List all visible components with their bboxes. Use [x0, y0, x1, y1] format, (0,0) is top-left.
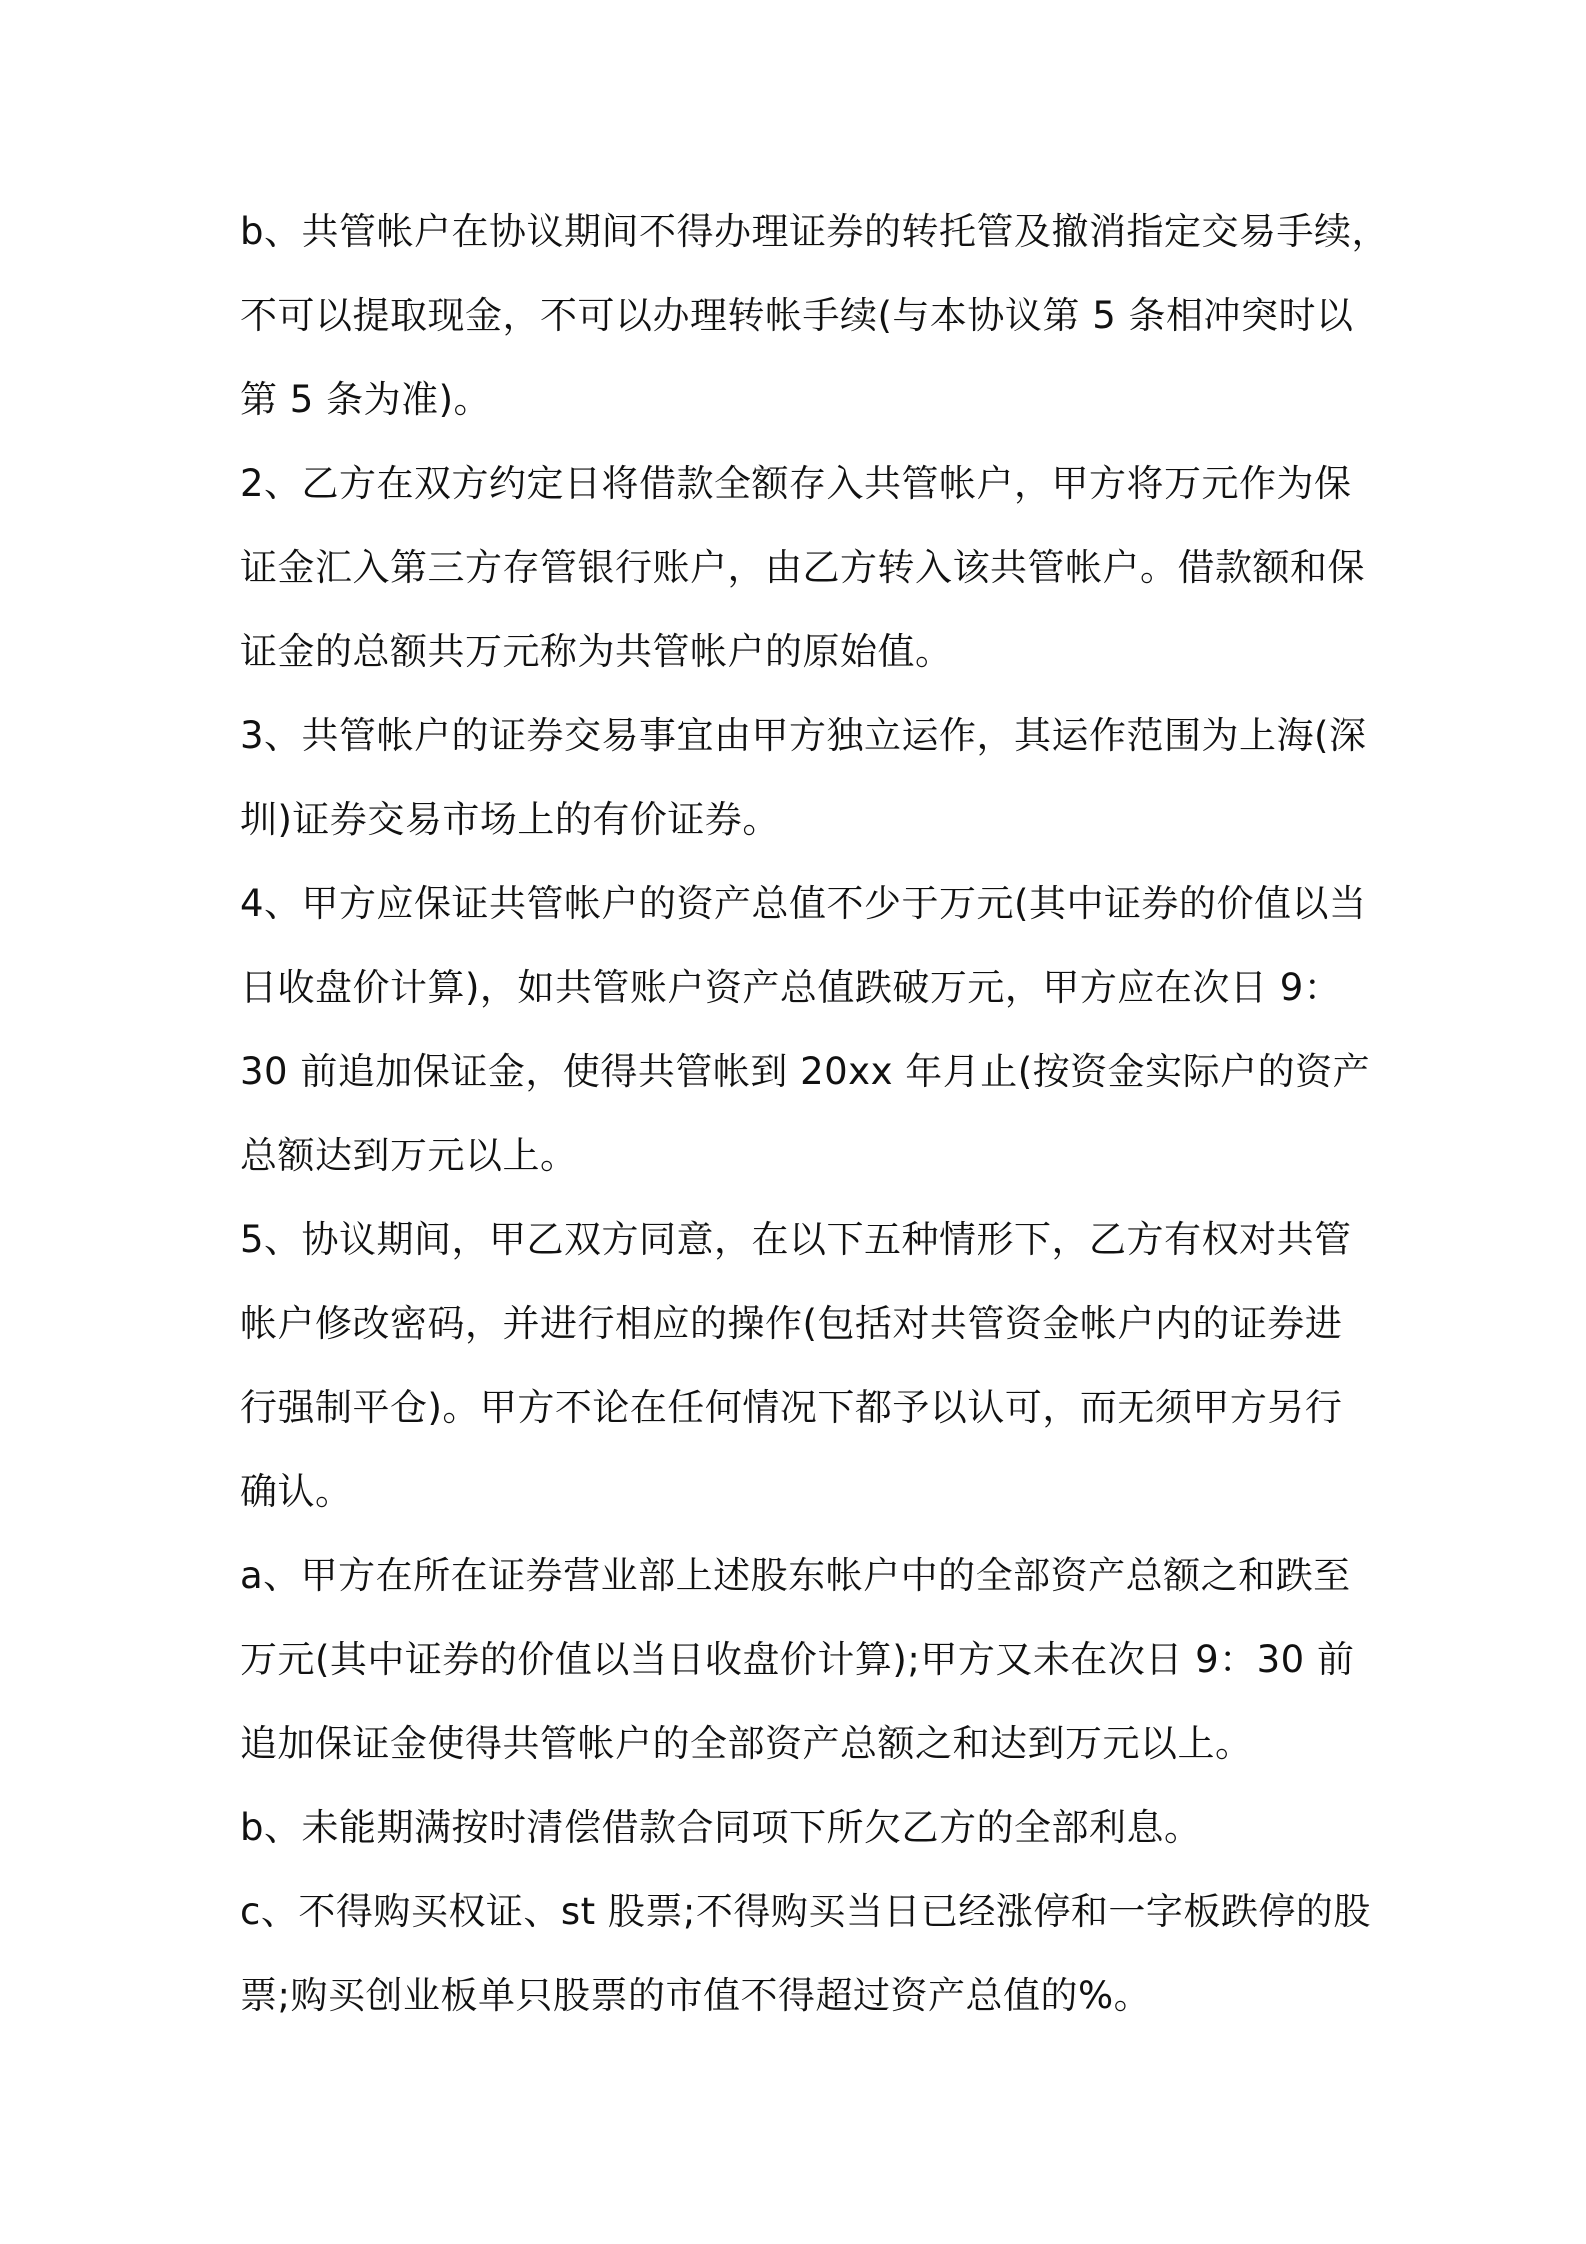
text-line: b、未能期满按时清偿借款合同项下所欠乙方的全部利息。 [240, 1806, 1202, 1849]
text-line: 证金汇入第三方存管银行账户，由乙方转入该共管帐户。借款额和保 [240, 546, 1365, 589]
text-line: 2、乙方在双方约定日将借款全额存入共管帐户，甲方将万元作为保 [240, 462, 1352, 505]
text-line: 万元(其中证券的价值以当日收盘价计算);甲方又未在次日 9：30 前 [240, 1638, 1355, 1681]
paragraph-3-trading-scope [240, 694, 1370, 862]
document-body [240, 190, 1389, 2038]
paragraph-a-asset-drop [240, 1534, 1370, 1786]
text-line: 行强制平仓)。甲方不论在任何情况下都予以认可，而无须甲方另行 [240, 1386, 1343, 1429]
text-line: 追加保证金使得共管帐户的全部资产总额之和达到万元以上。 [240, 1722, 1253, 1765]
paragraph-c-purchase-limits [240, 1870, 1370, 2038]
paragraph-b-restrictions [240, 190, 1389, 442]
paragraph-b-interest [240, 1786, 1370, 1870]
paragraph-2-deposit [240, 442, 1370, 694]
text-line: 不可以提取现金，不可以办理转帐手续(与本协议第 5 条相冲突时以 [240, 294, 1354, 337]
text-line: 证金的总额共万元称为共管帐户的原始值。 [240, 630, 953, 673]
text-line: b、共管帐户在协议期间不得办理证券的转托管及撤消指定交易手续， [240, 210, 1389, 253]
text-line: c、不得购买权证、st 股票;不得购买当日已经涨停和一字板跌停的股 [240, 1890, 1371, 1933]
text-line: 票;购买创业板单只股票的市值不得超过资产总值的%。 [240, 1974, 1152, 2017]
text-line: 日收盘价计算)，如共管账户资产总值跌破万元，甲方应在次日 9： [240, 966, 1342, 1009]
paragraph-4-asset-guarantee [240, 862, 1370, 1198]
text-line: 3、共管帐户的证券交易事宜由甲方独立运作，其运作范围为上海(深 [240, 714, 1367, 757]
text-line: 圳)证券交易市场上的有价证券。 [240, 798, 780, 841]
text-line: 4、甲方应保证共管帐户的资产总值不少于万元(其中证券的价值以当 [240, 882, 1367, 925]
text-line: 30 前追加保证金，使得共管帐到 20xx 年月止(按资金实际户的资产 [240, 1050, 1371, 1093]
text-line: 总额达到万元以上。 [240, 1134, 578, 1177]
paragraph-5-agreement-period [240, 1198, 1370, 1534]
text-line: 确认。 [240, 1470, 353, 1513]
text-line: 第 5 条为准)。 [240, 378, 491, 421]
text-line: a、甲方在所在证券营业部上述股东帐户中的全部资产总额之和跌至 [240, 1554, 1351, 1597]
text-line: 5、协议期间，甲乙双方同意，在以下五种情形下，乙方有权对共管 [240, 1218, 1352, 1261]
text-line: 帐户修改密码，并进行相应的操作(包括对共管资金帐户内的证券进 [240, 1302, 1343, 1345]
